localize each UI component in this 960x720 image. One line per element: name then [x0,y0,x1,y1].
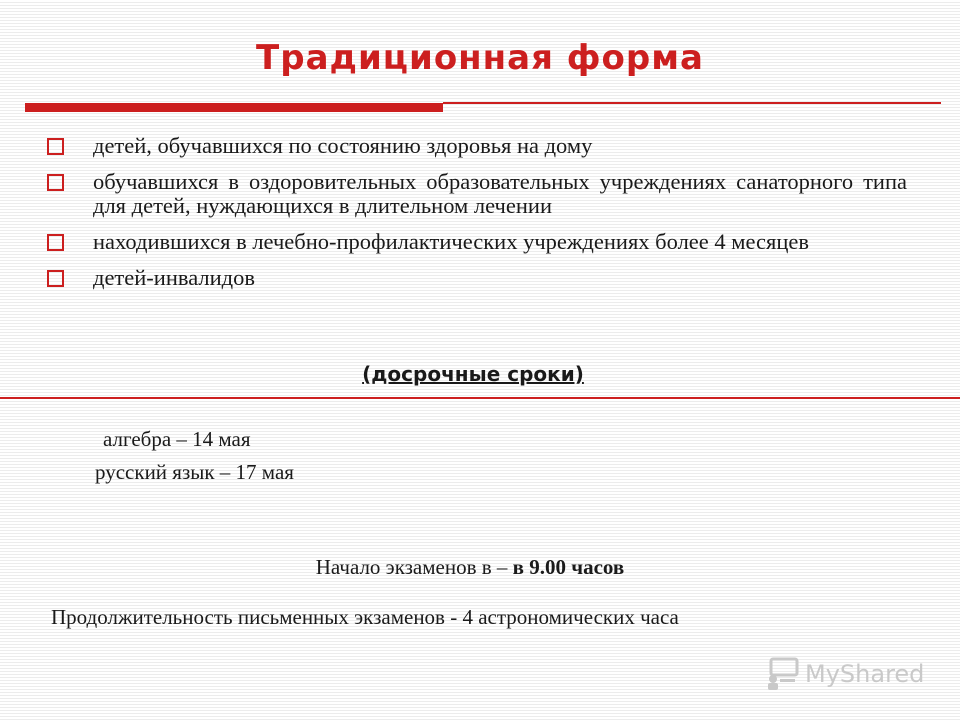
watermark-text: MyShared [805,660,925,688]
list-item-text: обучавшихся в оздоровительных образовательных учреждениях санаторного типа для детей, нуждающихся в длительном лечении [93,169,907,218]
exam-date-algebra: алгебра – 14 мая [103,427,251,451]
section-divider [0,397,960,399]
title-underline-thin [443,102,941,104]
list-item-text: детей-инвалидов [93,265,255,290]
classroom-icon [765,657,801,691]
exam-start-time [0,555,940,580]
list-item-text: находившихся в лечебно-профилактических учреждениях более 4 месяцев [93,229,810,254]
slide-title: Традиционная форма [256,38,704,78]
square-bullet-icon [47,234,64,251]
watermark-logo [765,656,924,692]
list-item [47,230,907,254]
early-terms-heading: (досрочные сроки) [362,362,584,386]
list-item-text: детей, обучавшихся по состоянию здоровья на дому [93,133,593,158]
square-bullet-icon [47,138,64,155]
start-label: Начало экзаменов в – [315,555,513,579]
bullet-list [47,134,907,302]
square-bullet-icon [47,174,64,191]
list-item [47,170,907,218]
title-underline-thick [25,103,443,112]
square-bullet-icon [47,270,64,287]
exam-duration: Продолжительность письменных экзаменов - 4 астрономических часа [51,605,679,629]
exam-date-russian: русский язык – 17 мая [95,460,294,484]
list-item [47,266,907,290]
list-item [47,134,907,158]
start-time-value: в 9.00 часов [512,555,625,579]
